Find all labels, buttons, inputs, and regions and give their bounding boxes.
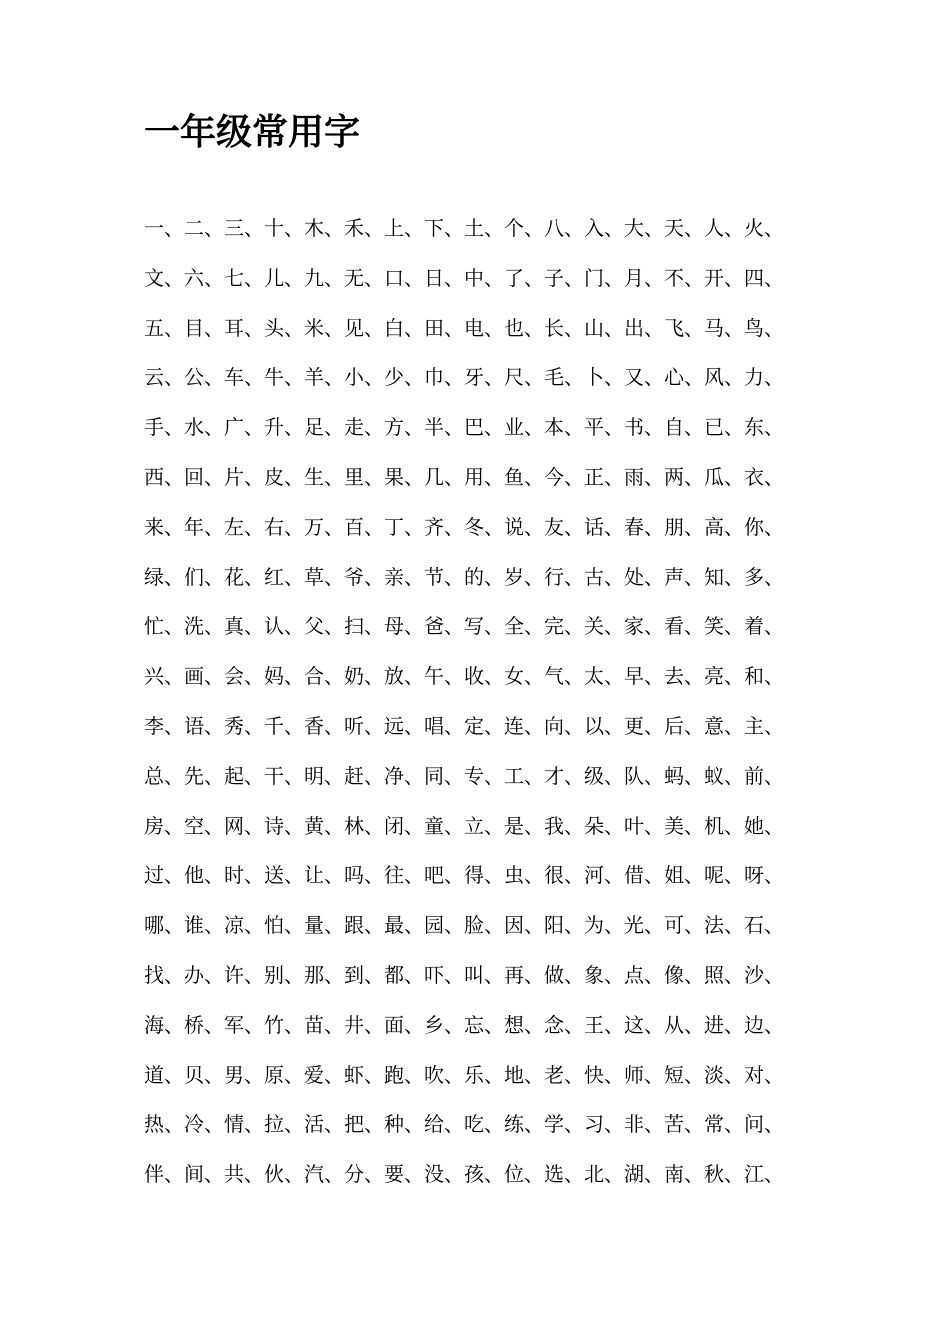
character-line-12: 总、先、起、干、明、赶、净、同、专、工、才、级、队、蚂、蚁、前、 [144, 763, 784, 788]
character-line-10: 兴、画、会、妈、合、奶、放、午、收、女、气、太、早、去、亮、和、 [144, 664, 784, 689]
page-title: 一年级常用字 [144, 112, 361, 153]
character-line-20: 伴、间、共、伙、汽、分、要、没、孩、位、选、北、湖、南、秋、江、 [144, 1162, 784, 1187]
character-line-3: 五、目、耳、头、米、见、白、田、电、也、长、山、出、飞、马、鸟、 [144, 315, 784, 340]
character-line-13: 房、空、网、诗、黄、林、闭、童、立、是、我、朵、叶、美、机、她、 [144, 813, 784, 838]
character-line-15: 哪、谁、凉、怕、量、跟、最、园、脸、因、阳、为、光、可、法、石、 [144, 913, 784, 938]
character-list [144, 204, 824, 1200]
character-line-7: 来、年、左、右、万、百、丁、齐、冬、说、友、话、春、朋、高、你、 [144, 514, 784, 539]
character-line-18: 道、贝、男、原、爱、虾、跑、吹、乐、地、老、快、师、短、淡、对、 [144, 1062, 784, 1087]
character-line-2: 文、六、七、儿、九、无、口、日、中、了、子、门、月、不、开、四、 [144, 265, 784, 290]
character-line-4: 云、公、车、牛、羊、小、少、巾、牙、尺、毛、卜、又、心、风、力、 [144, 365, 784, 390]
character-line-8: 绿、们、花、红、草、爷、亲、节、的、岁、行、古、处、声、知、多、 [144, 564, 784, 589]
character-line-9: 忙、洗、真、认、父、扫、母、爸、写、全、完、关、家、看、笑、着、 [144, 614, 784, 639]
character-line-19: 热、冷、情、拉、活、把、种、给、吃、练、学、习、非、苦、常、问、 [144, 1112, 784, 1137]
character-line-6: 西、回、片、皮、生、里、果、几、用、鱼、今、正、雨、两、瓜、衣、 [144, 464, 784, 489]
character-line-17: 海、桥、军、竹、苗、井、面、乡、忘、想、念、王、这、从、进、边、 [144, 1012, 784, 1037]
character-line-11: 李、语、秀、千、香、听、远、唱、定、连、向、以、更、后、意、主、 [144, 713, 784, 738]
character-line-16: 找、办、许、别、那、到、都、吓、叫、再、做、象、点、像、照、沙、 [144, 962, 784, 987]
character-line-14: 过、他、时、送、让、吗、往、吧、得、虫、很、河、借、姐、呢、呀、 [144, 863, 784, 888]
character-line-1: 一、二、三、十、木、禾、上、下、土、个、八、入、大、天、人、火、 [144, 216, 784, 240]
character-line-5: 手、水、广、升、足、走、方、半、巴、业、本、平、书、自、已、东、 [144, 415, 784, 440]
